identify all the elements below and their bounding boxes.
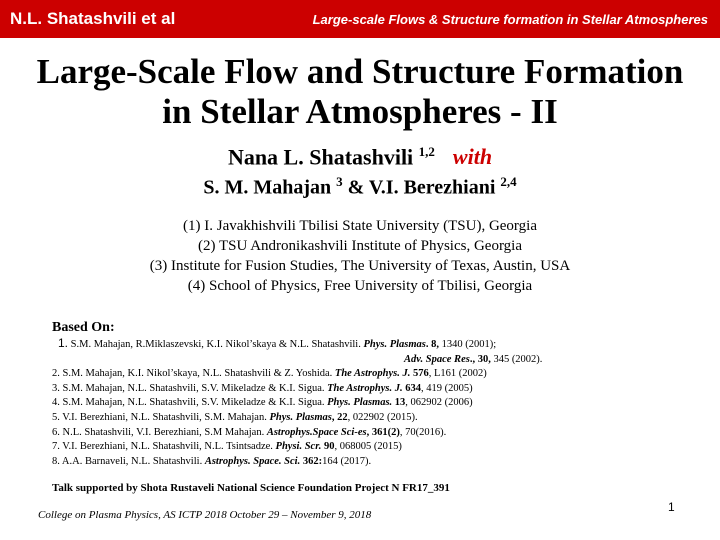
reference-authors: V.I. Berezhiani, N.L. Shatashvili, N.L. Tsintsadze. bbox=[59, 441, 276, 453]
reference-journal: Astrophys. Space. Sci. bbox=[204, 455, 301, 467]
header-bar bbox=[0, 0, 720, 38]
authors-line1 bbox=[0, 144, 720, 170]
affiliations bbox=[0, 216, 720, 296]
reference-journal: The Astrophys. J. bbox=[334, 368, 411, 380]
reference-item bbox=[52, 440, 672, 455]
reference-rest: , 70(2016). bbox=[399, 426, 447, 438]
reference-item bbox=[52, 336, 672, 353]
reference-volume: 362: bbox=[300, 455, 323, 467]
reference-volume: , 361(2) bbox=[366, 426, 400, 438]
reference-authors: S.M. Mahajan, K.I. Nikol’skaya, N.L. Shatashvili & Z. Yoshida. bbox=[59, 368, 335, 380]
authors-line2 bbox=[0, 174, 720, 200]
reference-rest: , 419 (2005) bbox=[420, 382, 473, 394]
reference-volume: 576 bbox=[410, 368, 429, 380]
reference-rest: , L161 (2002) bbox=[428, 368, 487, 380]
reference-journal: Astrophys.Space Sci-es bbox=[266, 426, 367, 438]
reference-journal: Physi. Scr. bbox=[275, 441, 322, 453]
reference-authors: V.I. Berezhiani, N.L. Shatashvili, S.M. Mahajan. bbox=[59, 411, 270, 423]
reference-item bbox=[52, 382, 672, 397]
reference-number: 6. bbox=[52, 426, 60, 438]
author-affil-sup: 3 bbox=[336, 174, 343, 189]
reference-number: 4. bbox=[52, 397, 60, 409]
reference-volume: ., 30, bbox=[469, 353, 491, 365]
affiliation: (1) I. Javakhishvili Tbilisi State University (TSU), Georgia bbox=[183, 218, 537, 234]
reference-item bbox=[52, 426, 672, 441]
reference-volume: . 8, bbox=[425, 339, 439, 350]
reference-rest: , 062902 (2006) bbox=[405, 397, 473, 409]
reference-item bbox=[52, 455, 672, 470]
header-author: N.L. Shatashvili et al bbox=[10, 9, 176, 28]
reference-number: 2. bbox=[52, 368, 60, 380]
reference-number: 8. bbox=[52, 455, 60, 467]
reference-authors: S.M. Mahajan, N.L. Shatashvili, S.V. Mikeladze & K.I. Sigua. bbox=[59, 382, 328, 394]
affiliation: (3) Institute for Fusion Studies, The University of Texas, Austin, USA bbox=[149, 258, 571, 274]
reference-journal: The Astrophys. J. bbox=[327, 382, 403, 394]
based-on-heading: Based On: bbox=[52, 320, 115, 335]
reference-number: 5. bbox=[52, 411, 60, 423]
reference-number: 3. bbox=[52, 382, 60, 394]
reference-rest: 164 (2017). bbox=[322, 455, 372, 467]
slide-title bbox=[0, 52, 720, 132]
reference-journal: Phys. Plasmas bbox=[269, 411, 332, 423]
reference-volume: 634 bbox=[402, 382, 421, 394]
reference-item bbox=[52, 396, 672, 411]
reference-journal: Adv. Space Res bbox=[404, 353, 470, 365]
affiliation: (4) School of Physics, Free University of Tbilisi, Georgia bbox=[187, 278, 533, 294]
author-affil-sup: 2,4 bbox=[500, 174, 517, 189]
reference-item bbox=[52, 411, 672, 426]
reference-number: 1. bbox=[58, 336, 69, 350]
reference-journal: Phys. Plasmas. bbox=[327, 397, 393, 409]
reference-journal: Phys. Plasmas bbox=[363, 339, 426, 350]
author-affil-sup: 1,2 bbox=[418, 144, 435, 159]
reference-authors: S.M. Mahajan, R.Miklaszevski, K.I. Nikol’skaya & N.L. Shatashvili. bbox=[68, 339, 364, 350]
reference-volume: 13 bbox=[392, 397, 406, 409]
author-name: S. M. Mahajan bbox=[203, 176, 337, 199]
page-number: 1 bbox=[668, 500, 675, 514]
reference-authors: A.A. Barnaveli, N.L. Shatashvili. bbox=[59, 455, 205, 467]
reference-volume: , 22 bbox=[331, 411, 348, 423]
reference-volume: 90 bbox=[321, 441, 335, 453]
author-name: & V.I. Berezhiani bbox=[342, 176, 501, 199]
reference-authors: N.L. Shatashvili, V.I. Berezhiani, S.M Mahajan. bbox=[59, 426, 267, 438]
reference-rest: 1340 (2001); bbox=[439, 339, 497, 350]
slide-title-line2: in Stellar Atmospheres - II bbox=[162, 92, 558, 131]
reference-authors: S.M. Mahajan, N.L. Shatashvili, S.V. Mikeladze & K.I. Sigua. bbox=[59, 397, 328, 409]
slide-title-line1: Large-Scale Flow and Structure Formation bbox=[36, 52, 684, 91]
affiliation: (2) TSU Andronikashvili Institute of Physics, Georgia bbox=[197, 238, 522, 254]
reference-list bbox=[52, 336, 672, 469]
reference-rest: , 022902 (2015). bbox=[347, 411, 418, 423]
funding-note: Talk supported by Shota Rustaveli National Science Foundation Project N FR17_391 bbox=[52, 482, 450, 494]
reference-rest: , 068005 (2015) bbox=[334, 441, 402, 453]
reference-rest: 345 (2002). bbox=[490, 353, 543, 365]
with-label: with bbox=[452, 144, 493, 170]
header-topic: Large-scale Flows & Structure formation in Stellar Atmospheres bbox=[312, 12, 708, 27]
author-name: Nana L. Shatashvili bbox=[227, 144, 419, 170]
reference-item bbox=[52, 353, 672, 368]
reference-item bbox=[52, 367, 672, 382]
reference-number: 7. bbox=[52, 441, 60, 453]
footer-note: College on Plasma Physics, AS ICTP 2018 October 29 – November 9, 2018 bbox=[38, 509, 372, 521]
